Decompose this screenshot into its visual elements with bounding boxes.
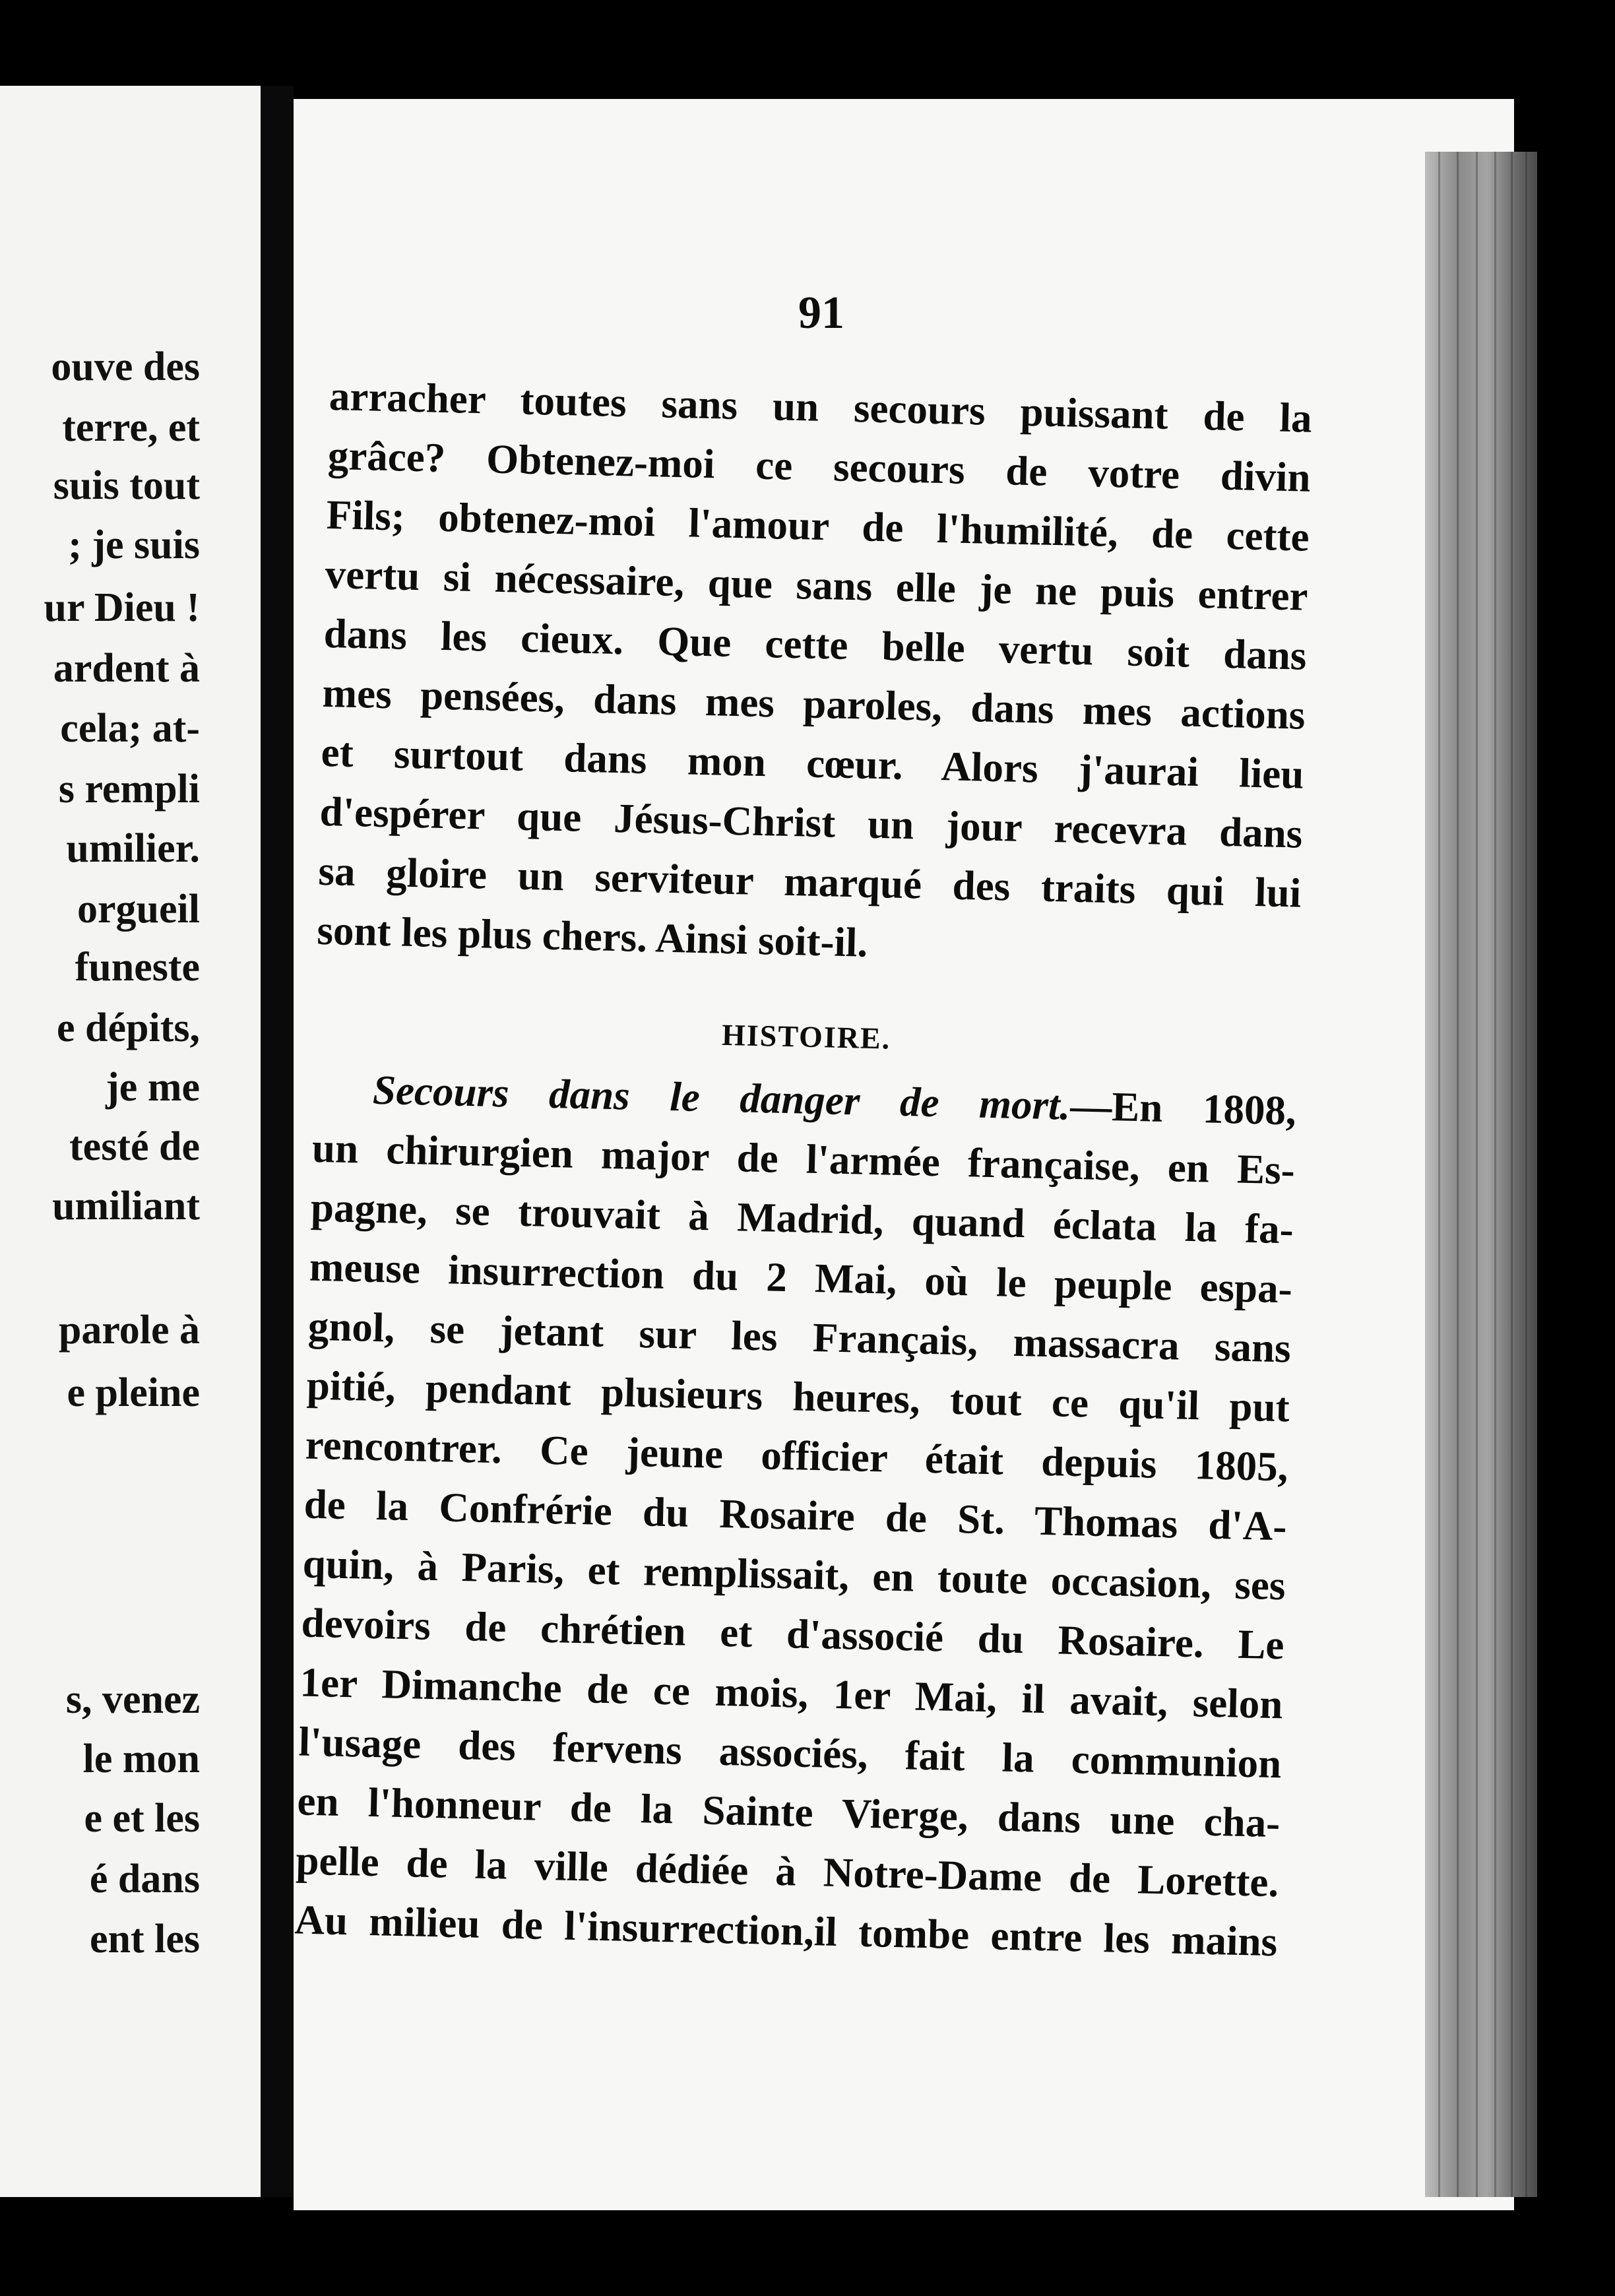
left-page-text-fragment: testé de xyxy=(69,1124,200,1169)
text-line: en l'honneur de la Sainte Vierge, dans une cha- xyxy=(296,1777,1281,1847)
text-line: pitié, pendant plusieurs heures, tout ce qu'il put xyxy=(306,1362,1290,1431)
text-line: d'espérer que Jésus-Christ un jour recevra dans xyxy=(319,788,1304,857)
text-line: Fils; obtenez-moi l'amour de l'humilité, de cette xyxy=(326,491,1310,560)
text-line: pagne, se trouvait à Madrid, quand éclata la fa- xyxy=(310,1184,1294,1253)
left-page-text-fragment: é dans xyxy=(89,1857,200,1901)
text-line: dans les cieux. Que cette belle vertu soit dans xyxy=(323,610,1308,679)
text-line: grâce? Obtenez-moi ce secours de votre divin xyxy=(327,431,1312,501)
left-page-text-fragment: ouve des xyxy=(51,344,200,389)
left-page-text-fragment: umilier. xyxy=(66,826,200,871)
text-line: un chirurgien major de l'armée française, en Es- xyxy=(311,1124,1296,1194)
left-page-text-fragment: ent les xyxy=(89,1917,200,1961)
book-gutter xyxy=(261,86,294,2197)
left-page-text-fragment: terre, et xyxy=(62,405,200,450)
text-line: 1er Dimanche de ce mois, 1er Mai, il avait, selon xyxy=(299,1659,1284,1728)
left-page-text-fragment: ur Dieu ! xyxy=(44,585,200,630)
text-line: rencontrer. Ce jeune officier était depuis 1805, xyxy=(305,1421,1289,1490)
left-page-text-fragment: ; je suis xyxy=(68,523,200,567)
text-line: de la Confrérie du Rosaire de St. Thomas d'A- xyxy=(303,1481,1288,1550)
text-line: et surtout dans mon cœur. Alors j'aurai lieu xyxy=(320,728,1305,798)
text-line: devoirs de chrétien et d'associé du Rosaire. Le xyxy=(300,1599,1285,1669)
left-page-text-fragment: funeste xyxy=(75,945,200,990)
text-line: pelle de la ville dédiée à Notre-Dame de Lorette. xyxy=(295,1837,1280,1906)
text-line: arracher toutes sans un secours puissant de la xyxy=(329,372,1313,441)
page-number: 91 xyxy=(798,288,844,338)
story-title: Secours dans le danger de mort. xyxy=(372,1066,1071,1129)
left-page-text-fragment: le mon xyxy=(82,1737,200,1781)
left-page-text-fragment: e dépits, xyxy=(57,1005,200,1050)
left-page-text-fragment: cela; at- xyxy=(60,706,200,751)
section-heading: HISTOIRE. xyxy=(721,1017,891,1056)
left-page-text-fragment: s rempli xyxy=(58,767,200,812)
left-page-text-fragment: ardent à xyxy=(53,646,200,691)
text-line: gnol, se jetant sur les Français, massacra sans xyxy=(307,1302,1292,1372)
left-page-text-fragment: je me xyxy=(106,1065,200,1110)
left-page-text-fragment: e pleine xyxy=(67,1370,200,1415)
left-page-fragment xyxy=(0,86,261,2197)
text-line: Au milieu de l'insurrection,il tombe entre les mains xyxy=(294,1896,1278,1965)
left-page-text-fragment: orgueil xyxy=(77,887,200,932)
story-first-line-rest: —En 1808, xyxy=(1069,1082,1297,1134)
text-line: vertu si nécessaire, que sans elle je ne puis entrer xyxy=(325,550,1309,620)
text-line: l'usage des fervens associés, fait la communion xyxy=(298,1718,1282,1787)
left-page-text-fragment: parole à xyxy=(58,1308,200,1353)
text-line: quin, à Paris, et remplissait, en toute occasion, ses xyxy=(302,1540,1286,1609)
left-page-text-fragment: umiliant xyxy=(52,1184,200,1228)
text-line: mes pensées, dans mes paroles, dans mes actions xyxy=(321,669,1306,738)
text-line: sa gloire un serviteur marqué des traits qui lui xyxy=(317,847,1302,916)
page-edge xyxy=(1425,152,1537,2197)
text-line: sont les plus chers. Ainsi soit-il. xyxy=(316,907,869,966)
page-body xyxy=(294,366,1313,1971)
left-page-text-fragment: suis tout xyxy=(53,463,200,508)
left-page-text-fragment: s, venez xyxy=(65,1677,200,1722)
left-page-text-fragment: e et les xyxy=(84,1796,200,1841)
text-line: meuse insurrection du 2 Mai, où le peuple espa- xyxy=(309,1243,1293,1312)
